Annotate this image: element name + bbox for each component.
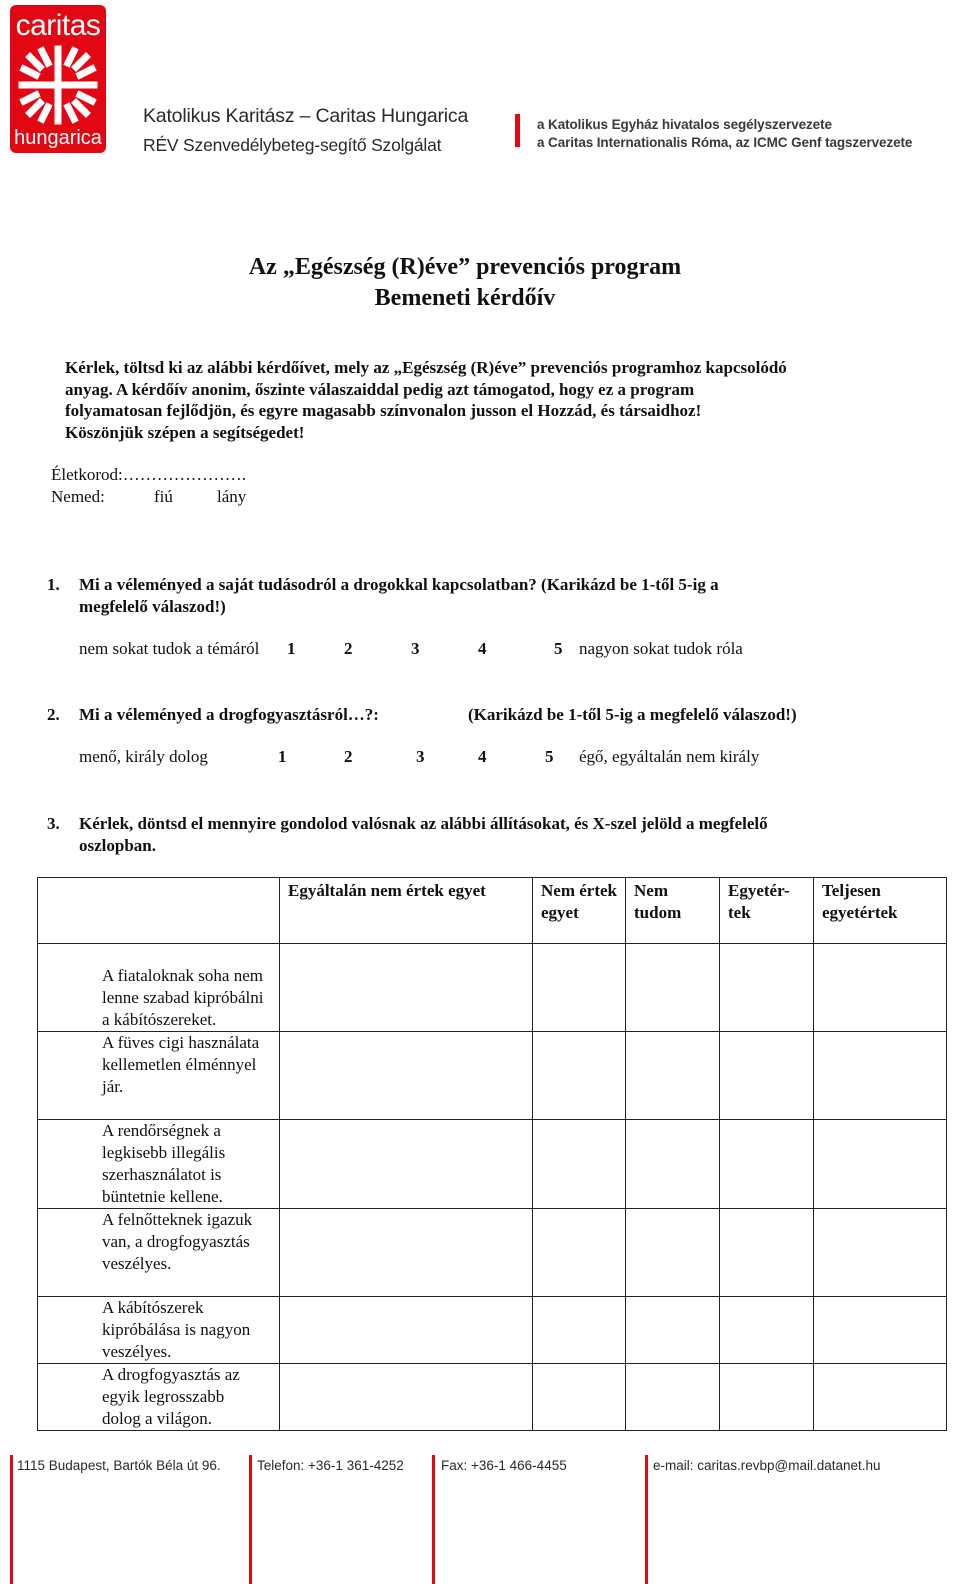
caritas-logo — [10, 5, 106, 153]
column-disagree: Nem értek egyet — [533, 878, 626, 944]
q2-scale-right-label: égő, egyáltalán nem király — [579, 747, 760, 766]
q1-scale-left-label: nem sokat tudok a témáról — [79, 639, 260, 658]
intro-line: folyamatosan fejlődjön, és egyre magasabb színvonalon jusson el Hozzád, és társaidhoz! — [65, 401, 702, 420]
answer-cell[interactable] — [720, 1120, 814, 1209]
answer-cell[interactable] — [814, 1364, 947, 1431]
answer-cell[interactable] — [814, 1120, 947, 1209]
q2-scale-option-4[interactable]: 4 — [478, 747, 487, 766]
q1-text-continued: megfelelő válaszod!) — [79, 597, 226, 616]
statement-cell: A kábítószerek kipróbálása is nagyon veszélyes. — [38, 1297, 280, 1364]
q1-scale-option-5[interactable]: 5 — [554, 639, 563, 658]
table-row — [38, 1209, 947, 1297]
footer-divider — [432, 1455, 435, 1584]
affiliation-line-1: a Katolikus Egyház hivatalos segélyszervezete — [537, 117, 832, 132]
footer-phone: Telefon: +36-1 361-4252 — [257, 1458, 404, 1473]
statement-cell: A felnőtteknek igazuk van, a drogfogyasztás veszélyes. — [38, 1209, 280, 1297]
answer-cell[interactable] — [626, 944, 720, 1032]
answer-cell[interactable] — [280, 1032, 533, 1120]
answer-cell[interactable] — [814, 944, 947, 1032]
statement-cell: A drogfogyasztás az egyik legrosszabb dolog a világon. — [38, 1364, 280, 1431]
footer-divider — [645, 1455, 648, 1584]
statement-cell: A füves cigi használata kellemetlen élménnyel jár. — [38, 1032, 280, 1120]
q1-scale-right-label: nagyon sokat tudok róla — [579, 639, 743, 658]
header-divider — [515, 114, 520, 147]
q2-instruction: (Karikázd be 1-től 5-ig a megfelelő válaszod!) — [468, 705, 797, 724]
q2-scale-left-label: menő, király dolog — [79, 747, 208, 766]
q1-number: 1. — [47, 575, 60, 594]
footer-fax: Fax: +36-1 466-4455 — [441, 1458, 567, 1473]
answer-cell[interactable] — [626, 1209, 720, 1297]
document-title: Az „Egészség (R)éve” prevenciós program — [248, 254, 682, 280]
q2-text: Mi a véleményed a drogfogyasztásról…?: — [79, 705, 379, 724]
q1-scale-option-4[interactable]: 4 — [478, 639, 487, 658]
column-strongly-disagree: Egyáltalán nem értek egyet — [280, 878, 533, 944]
answer-cell[interactable] — [533, 1364, 626, 1431]
caritas-cross-icon — [18, 45, 98, 125]
organization-name: Katolikus Karitász – Caritas Hungarica — [143, 105, 469, 127]
q2-scale-option-5[interactable]: 5 — [545, 747, 554, 766]
intro-line: anyag. A kérdőív anonim, őszinte válaszaiddal pedig azt támogatod, hogy ez a program — [65, 379, 695, 399]
table-header-blank — [38, 878, 280, 944]
footer-email[interactable]: e-mail: caritas.revbp@mail.datanet.hu — [653, 1458, 881, 1473]
affiliation-line-2: a Caritas Internationalis Róma, az ICMC Genf tagszervezete — [537, 135, 913, 150]
q3-number: 3. — [47, 814, 60, 833]
q1-text: Mi a véleményed a saját tudásodról a drogokkal kapcsolatban? (Karikázd be 1-től 5-ig a — [79, 575, 719, 594]
answer-cell[interactable] — [626, 1032, 720, 1120]
gender-option-boy[interactable]: fiú — [154, 487, 173, 506]
table-row — [38, 944, 947, 1032]
logo-text-top: caritas — [15, 9, 101, 42]
statement-cell: A rendőrségnek a legkisebb illegális szerhasználatot is büntetnie kellene. — [38, 1120, 280, 1209]
answer-cell[interactable] — [533, 1032, 626, 1120]
answer-cell[interactable] — [533, 1120, 626, 1209]
answer-cell[interactable] — [533, 1297, 626, 1364]
logo-text-bottom: hungarica — [14, 127, 102, 149]
age-field[interactable]: Életkorod:…………………. — [51, 465, 247, 484]
q1-scale-option-3[interactable]: 3 — [411, 639, 420, 658]
answer-cell[interactable] — [280, 944, 533, 1032]
column-strongly-agree: Teljesen egyetértek — [814, 878, 947, 944]
table-row — [38, 1120, 947, 1209]
footer-address: 1115 Budapest, Bartók Béla út 96. — [17, 1458, 221, 1473]
table-row — [38, 1297, 947, 1364]
q3-text-continued: oszlopban. — [79, 836, 156, 855]
table-header-row — [38, 878, 947, 944]
gender-option-girl[interactable]: lány — [217, 487, 247, 506]
gender-label: Nemed: — [51, 487, 105, 506]
answer-cell[interactable] — [533, 1209, 626, 1297]
document-subtitle: Bemeneti kérdőív — [374, 285, 556, 311]
answer-cell[interactable] — [626, 1297, 720, 1364]
intro-paragraph — [65, 357, 925, 443]
q1-scale-option-1[interactable]: 1 — [287, 639, 296, 658]
q2-scale-option-1[interactable]: 1 — [278, 747, 287, 766]
footer-divider — [249, 1455, 252, 1584]
answer-cell[interactable] — [720, 944, 814, 1032]
statement-cell: A fiataloknak soha nem lenne szabad kipróbálni a kábítószereket. — [38, 944, 280, 1032]
q2-number: 2. — [47, 705, 60, 724]
table-row — [38, 1364, 947, 1431]
answer-cell[interactable] — [626, 1364, 720, 1431]
answer-cell[interactable] — [280, 1120, 533, 1209]
answer-cell[interactable] — [280, 1297, 533, 1364]
answer-cell[interactable] — [626, 1120, 720, 1209]
organization-service: RÉV Szenvedélybeteg-segítő Szolgálat — [143, 135, 442, 155]
answer-cell[interactable] — [720, 1032, 814, 1120]
intro-line: Kérlek, töltsd ki az alábbi kérdőívet, mely az „Egészség (R)éve” prevenciós programhoz kapcsolódó — [65, 358, 787, 377]
answer-cell[interactable] — [280, 1364, 533, 1431]
q1-scale-option-2[interactable]: 2 — [344, 639, 353, 658]
answer-cell[interactable] — [814, 1032, 947, 1120]
column-dont-know: Nem tudom — [626, 878, 720, 944]
answer-cell[interactable] — [280, 1209, 533, 1297]
intro-line: Köszönjük szépen a segítségedet! — [65, 422, 305, 442]
answer-cell[interactable] — [814, 1297, 947, 1364]
column-agree: Egyetér-tek — [720, 878, 814, 944]
q2-scale-option-2[interactable]: 2 — [344, 747, 353, 766]
footer-divider — [10, 1455, 13, 1584]
q2-scale-option-3[interactable]: 3 — [416, 747, 425, 766]
answer-cell[interactable] — [814, 1209, 947, 1297]
answer-cell[interactable] — [720, 1364, 814, 1431]
q3-text: Kérlek, döntsd el mennyire gondolod valósnak az alábbi állításokat, és X-szel jelöld a megfelelő — [79, 814, 768, 833]
table-row — [38, 1032, 947, 1120]
agreement-table — [37, 877, 947, 1431]
answer-cell[interactable] — [720, 1297, 814, 1364]
answer-cell[interactable] — [720, 1209, 814, 1297]
answer-cell[interactable] — [533, 944, 626, 1032]
